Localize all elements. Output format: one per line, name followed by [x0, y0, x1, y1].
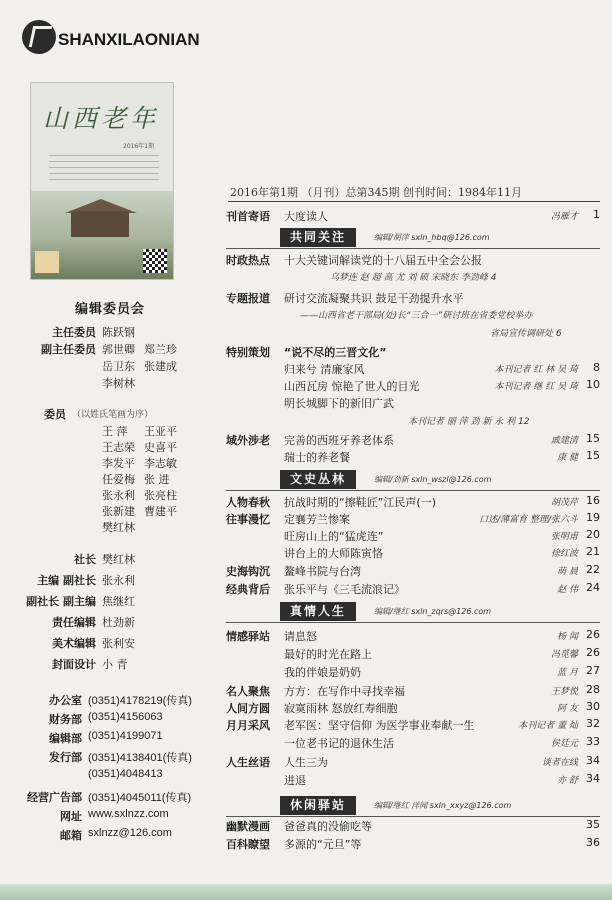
toc-page: 19 — [586, 511, 600, 524]
toc-entry[interactable] — [226, 700, 600, 716]
toc-page: 28 — [586, 683, 600, 696]
toc-entry[interactable] — [226, 664, 600, 680]
toc-entry[interactable] — [226, 528, 600, 544]
contact-label: 经营广告部 — [27, 791, 82, 804]
toc-title: 大度读人 — [284, 210, 328, 223]
toc-category: 人间方圆 — [226, 702, 270, 715]
toc-category: 人物春秋 — [226, 496, 270, 509]
toc-category: 百科瞭望 — [226, 838, 270, 851]
cover-date: 2016年1期 — [123, 143, 155, 150]
cover-text-lines — [49, 155, 159, 181]
toc-entry[interactable] — [226, 646, 600, 662]
toc-author: 本刊记者 红 林 吴 琦 — [494, 365, 578, 375]
contact-label: 财务部 — [49, 713, 82, 726]
toc-subtitle: ——山西省老干部局(处)长“三合一”研讨班在省委党校举办 — [300, 311, 533, 321]
member-name: 王 萍 — [102, 425, 128, 438]
toc-page: 21 — [586, 545, 600, 558]
toc-entry[interactable] — [226, 344, 600, 360]
toc-page: 26 — [586, 646, 600, 659]
vice-director-name: 李树林 — [102, 377, 135, 390]
toc-page: 24 — [586, 581, 600, 594]
toc-page: 20 — [586, 528, 600, 541]
contact-label: 编辑部 — [49, 732, 82, 745]
toc-entry[interactable] — [226, 754, 600, 770]
contact-phone: (0351)4199071 — [88, 730, 163, 742]
staff-name: 张利安 — [102, 637, 135, 650]
toc-title: 人生三为 — [284, 756, 328, 769]
toc-author: 谈者在线 — [541, 758, 578, 768]
toc-entry[interactable] — [226, 683, 600, 699]
staff-role: 社长 — [74, 553, 96, 566]
section-header — [226, 796, 600, 817]
toc-author: 阿 友 — [557, 704, 578, 714]
toc-page: 16 — [586, 494, 600, 507]
toc-page: 36 — [586, 836, 600, 849]
member-name: 王亚平 — [144, 425, 177, 438]
website-link[interactable]: www.sxlnzz.com — [88, 808, 169, 820]
contact-phone: (0351)4178219(传真) — [88, 695, 192, 707]
toc-author: 杨 闻 — [557, 632, 578, 642]
toc-author: 张明甫 — [550, 532, 578, 542]
toc-category: 经典背后 — [226, 583, 270, 596]
toc-title: 张乐平与《三毛流浪记》 — [284, 583, 405, 596]
member-name: 张 进 — [144, 473, 170, 486]
toc-author: 赵 伟 — [557, 585, 578, 595]
toc-page: 15 — [586, 449, 600, 462]
brand-name: SHANXILAONIAN — [58, 30, 200, 49]
section-tab: 共同关注 — [280, 228, 356, 247]
contact-label: 发行部 — [49, 751, 82, 764]
toc-category: 月月采风 — [226, 719, 270, 732]
toc-title: 山西瓦房 惊艳了世人的目光 — [284, 380, 420, 393]
toc-title: 请息怒 — [284, 630, 317, 643]
issue-line: 2016年第1期 （月刊）总第345期 创刊时间：1984年11月 — [230, 186, 522, 199]
toc-page: 15 — [586, 432, 600, 445]
toc-page: 33 — [586, 735, 600, 748]
toc-category: 专题报道 — [226, 292, 270, 305]
director-name: 陈跃钢 — [102, 326, 135, 339]
toc-authors-line: 省局宣传调研处 6 — [490, 329, 562, 339]
toc-author: 康 健 — [557, 453, 578, 463]
toc-category: 幽默漫画 — [226, 820, 270, 833]
toc-title: 多源的“元旦”等 — [284, 838, 362, 851]
section-header — [226, 228, 600, 249]
vice-director-name: 岳卫东 — [102, 360, 135, 373]
toc-author: 胡茂芹 — [550, 498, 578, 508]
toc-category: 人生丝语 — [226, 756, 270, 769]
toc-title: 老军医：坚守信仰 为医学事业奉献一生 — [284, 719, 475, 732]
toc-category: 时政热点 — [226, 254, 270, 267]
magazine-logo-icon — [22, 20, 56, 54]
staff-name: 樊红林 — [102, 553, 135, 566]
toc-page: 30 — [586, 700, 600, 713]
email-link[interactable]: sxlnzz@126.com — [88, 827, 172, 839]
section-header — [226, 470, 600, 491]
staff-name: 小 青 — [102, 658, 128, 671]
toc-author: 本刊记者 继 红 吴 琦 — [494, 382, 578, 392]
toc-title: 爸爸真的没偷吃等 — [284, 820, 372, 833]
toc-title: 方方：在写作中寻找幸福 — [284, 685, 405, 698]
toc-author: 徐红波 — [550, 549, 578, 559]
masthead-column — [20, 16, 200, 886]
toc-title: 归来兮 清廉家风 — [284, 363, 365, 376]
toc-title: 进退 — [284, 774, 306, 787]
toc-entry[interactable] — [226, 494, 600, 510]
toc-title: 我的伴娘是奶奶 — [284, 666, 361, 679]
vice-director-label: 副主任委员 — [41, 343, 96, 356]
toc-author: 王梦悦 — [550, 687, 578, 697]
toc-entry[interactable] — [226, 378, 600, 394]
toc-title: 鳌峰书院与台湾 — [284, 565, 361, 578]
toc-page: 1 — [593, 208, 600, 221]
toc-author: 冯觅馨 — [550, 650, 578, 660]
contact-label: 网址 — [60, 810, 82, 823]
masthead — [20, 16, 200, 74]
toc-category: 刊首寄语 — [226, 210, 270, 223]
toc-entry[interactable] — [226, 581, 600, 597]
toc-entry[interactable] — [226, 545, 600, 561]
member-name: 王志荣 — [102, 441, 135, 454]
section-tab: 真情人生 — [280, 602, 356, 621]
section-editor: 编辑/劲新 sxln_wszl@126.com — [374, 475, 492, 484]
contact-phone: (0351)4156063 — [88, 711, 163, 723]
section-tab: 休闲驿站 — [280, 796, 356, 815]
toc-title: 抗战时期的“擦鞋匠”江民声(一) — [284, 496, 436, 509]
toc-title: 明长城脚下的新旧广武 — [284, 397, 394, 410]
toc-category: 情感驿站 — [226, 630, 270, 643]
contact-phone: (0351)4045011(传真) — [88, 792, 192, 804]
toc-entry[interactable] — [226, 836, 600, 852]
toc-page: 35 — [586, 818, 600, 831]
director-label: 主任委员 — [52, 326, 96, 339]
toc-entry[interactable] — [226, 735, 600, 751]
toc-author: 蓝 月 — [557, 668, 578, 678]
board-title: 编辑委员会 — [74, 302, 145, 317]
staff-name: 张永利 — [102, 574, 135, 587]
section-editor: 编辑/继红 洋闻 sxln_xxyz@126.com — [374, 801, 512, 810]
cover-title: 山西老年 — [43, 104, 160, 133]
cover-badge — [35, 251, 59, 273]
member-name: 任爱梅 — [102, 473, 135, 486]
toc-page: 34 — [586, 754, 600, 767]
toc-title: “说不尽的三晋文化” — [284, 346, 387, 359]
toc-category: 域外涉老 — [226, 434, 270, 447]
toc-entry[interactable] — [226, 563, 600, 579]
section-header — [226, 602, 600, 623]
toc-title: 最好的时光在路上 — [284, 648, 372, 661]
staff-name: 焦继红 — [102, 595, 135, 608]
issue-divider — [228, 201, 600, 202]
vice-director-name: 张建成 — [144, 360, 177, 373]
toc-entry[interactable] — [226, 717, 600, 733]
toc-page: 27 — [586, 664, 600, 677]
toc-author: 亦 舒 — [557, 776, 578, 786]
toc-title: 定襄芳兰惨案 — [284, 513, 350, 526]
staff-role: 责任编辑 — [52, 616, 96, 629]
toc-title: 瑞士的养老餐 — [284, 451, 350, 464]
toc-title: 十大关键词解读党的十八届五中全会公报 — [284, 254, 482, 267]
contact-phone: (0351)4138401(传真) — [88, 752, 192, 764]
toc-title: 寂寞雨林 怒放红寿细胞 — [284, 702, 398, 715]
contact-label: 办公室 — [49, 694, 82, 707]
toc-page: 34 — [586, 772, 600, 785]
staff-role: 封面设计 — [52, 658, 96, 671]
contact-phone: (0351)4048413 — [88, 768, 163, 780]
members-note: （以姓氏笔画为序） — [72, 410, 154, 420]
vice-director-name: 郑兰珍 — [144, 343, 177, 356]
section-editor: 编辑/继红 sxln_zqrs@126.com — [374, 607, 492, 616]
staff-role: 美术编辑 — [52, 637, 96, 650]
toc-author: 戚建清 — [550, 436, 578, 446]
toc-entry[interactable] — [226, 208, 600, 224]
member-name: 李发平 — [102, 457, 135, 470]
member-name: 曹建平 — [144, 505, 177, 518]
qr-code-icon — [143, 249, 167, 273]
section-tab: 文史丛林 — [280, 470, 356, 489]
contact-label: 邮箱 — [60, 829, 82, 842]
toc-authors-line: 本刊记者 丽 萍 劲 新 永 利 12 — [408, 417, 530, 427]
page-bottom-band — [0, 884, 612, 900]
toc-page: 32 — [586, 717, 600, 730]
toc-entry[interactable] — [226, 395, 600, 411]
toc-page: 8 — [593, 361, 600, 374]
toc-entry[interactable] — [226, 818, 600, 834]
member-name: 张新建 — [102, 505, 135, 518]
toc-entry[interactable] — [226, 252, 600, 268]
toc-page: 22 — [586, 563, 600, 576]
toc-title: 旺房山上的“猛虎连” — [284, 530, 384, 543]
member-name: 张永利 — [102, 489, 135, 502]
staff-role: 副社长 副主编 — [26, 595, 96, 608]
toc-entry[interactable] — [226, 511, 600, 527]
toc-category: 往事漫忆 — [226, 513, 270, 526]
toc-author: 口述/薄富育 整理/张六斗 — [479, 515, 578, 525]
toc-author: 侯廷元 — [550, 739, 578, 749]
staff-name: 杜劲新 — [102, 616, 135, 629]
toc-author: 冯雁才 — [550, 212, 578, 222]
toc-authors-line: 乌梦连 赵 超 高 尤 刘 硕 宋晓东 李劲峰 4 — [330, 273, 497, 283]
members-label: 委员 — [44, 408, 66, 421]
cover-house — [71, 211, 129, 237]
member-name: 樊红林 — [102, 521, 135, 534]
toc-category: 特别策划 — [226, 346, 270, 359]
toc-author: 本刊记者 董 灿 — [518, 721, 578, 731]
staff-role: 主编 副社长 — [37, 574, 96, 587]
toc-title: 完善的西班牙养老体系 — [284, 434, 394, 447]
toc-title: 讲台上的大师陈寅恪 — [284, 547, 383, 560]
toc-author: 萌 晨 — [557, 567, 578, 577]
toc-entry[interactable] — [226, 628, 600, 644]
toc-entry[interactable] — [226, 361, 600, 377]
toc-entry[interactable] — [226, 449, 600, 465]
vice-director-name: 郭世卿 — [102, 343, 135, 356]
cover-thumbnail — [30, 82, 174, 280]
member-name: 张亮柱 — [144, 489, 177, 502]
toc-page: 10 — [586, 378, 600, 391]
toc-entry[interactable] — [226, 432, 600, 448]
toc-entry[interactable] — [226, 772, 600, 788]
toc-title: 一位老书记的退休生活 — [284, 737, 394, 750]
member-name: 李志敏 — [144, 457, 177, 470]
toc-entry[interactable] — [226, 290, 600, 306]
toc-category: 史海钩沉 — [226, 565, 270, 578]
section-editor: 编辑/胡萍 sxln_hbq@126.com — [374, 233, 490, 242]
toc-page: 26 — [586, 628, 600, 641]
toc-title: 研讨交流凝聚共识 鼓足干劲提升水平 — [284, 292, 464, 305]
member-name: 史喜平 — [144, 441, 177, 454]
toc-category: 名人聚焦 — [226, 685, 270, 698]
